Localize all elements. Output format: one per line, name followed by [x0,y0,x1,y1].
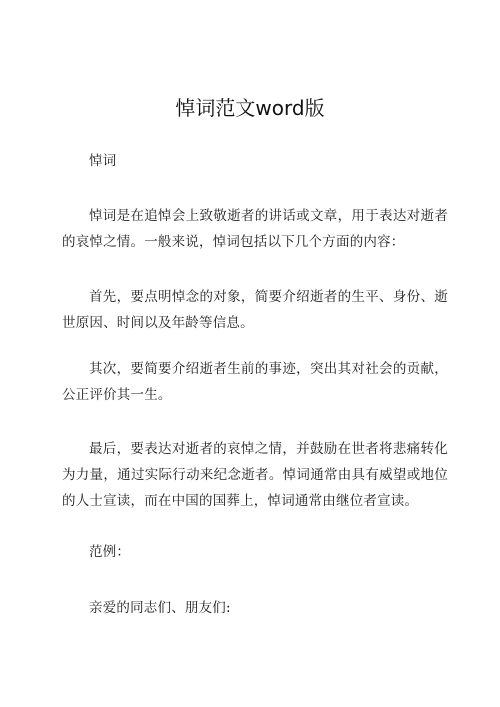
section-heading: 悼词 [89,153,117,169]
document-title: 悼词范文word版 [175,96,325,120]
paragraph-first: 首先，要点明悼念的对象，简要介绍逝者的生平、身份、逝世原因、时间以及年龄等信息。 [62,289,448,331]
salutation-line: 亲爱的同志们、朋友们: [89,600,231,616]
paragraph-second: 其次，要简要介绍逝者生前的事迹，突出其对社会的贡献，公正评价其一生。 [62,361,448,403]
paragraph-intro: 悼词是在追悼会上致敬逝者的讲话或文章，用于表达对逝者的哀悼之情。一般来说，悼词包括以下几个方面的内容： [62,208,448,250]
example-label: 范例： [89,544,131,560]
paragraph-last: 最后，要表达对逝者的哀悼之情，并鼓励在世者将悲痛转化为力量，通过实际行动来纪念逝者。悼词通常由具有威望或地位的人士宣读，而在中国的国葬上，悼词通常由继位者宣读。 [62,441,448,509]
